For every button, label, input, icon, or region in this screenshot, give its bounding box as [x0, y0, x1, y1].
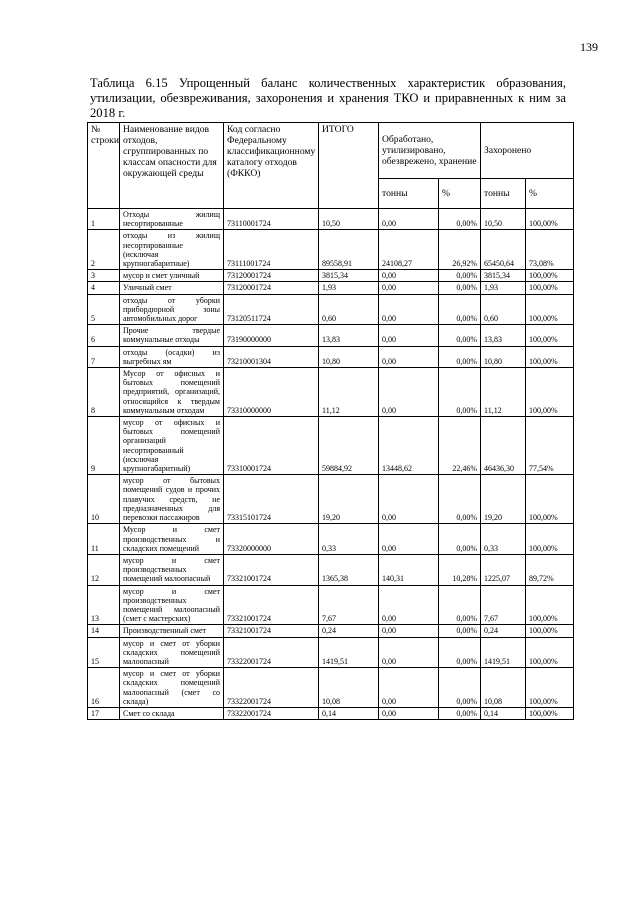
processed-tons: 0,00	[379, 475, 439, 524]
processed-tons: 24108,27	[379, 230, 439, 270]
buried-tons: 0,33	[481, 524, 526, 555]
waste-name: отходы (осадки) из выгребных ям	[120, 346, 224, 367]
header-code: Код согласно Федеральному классификационному каталогу отходов (ФККО)	[224, 123, 319, 209]
table-caption: Таблица 6.15 Упрощенный баланс количественных характеристик образования, утилизации, обезвреживания, захоронения и хранения ТКО и приравненных к ним за 2018 г.	[90, 76, 566, 120]
fkko-code: 73322001724	[224, 637, 319, 668]
table-row	[88, 475, 574, 524]
table-row	[88, 282, 574, 294]
table-row	[88, 668, 574, 708]
processed-percent: 0,00%	[439, 325, 481, 346]
processed-tons: 0,00	[379, 637, 439, 668]
fkko-code: 73120001724	[224, 282, 319, 294]
buried-tons: 13,83	[481, 325, 526, 346]
fkko-code: 73310000000	[224, 368, 319, 417]
header-num: № строки	[88, 123, 120, 209]
fkko-code: 73120511724	[224, 294, 319, 325]
fkko-code: 73320000000	[224, 524, 319, 555]
row-number: 2	[88, 230, 120, 270]
waste-name: мусор от бытовых помещений судов и прочих плавучих средств, не предназначенных для перевозки пассажиров	[120, 475, 224, 524]
waste-name: Мусор от офисных и бытовых помещений предприятий, организаций, относящийся к твердым коммунальным отходам	[120, 368, 224, 417]
total-value: 13,83	[319, 325, 379, 346]
processed-tons: 0,00	[379, 325, 439, 346]
row-number: 4	[88, 282, 120, 294]
processed-percent: 22,46%	[439, 417, 481, 475]
table-row	[88, 524, 574, 555]
buried-tons: 0,60	[481, 294, 526, 325]
row-number: 12	[88, 554, 120, 585]
header-processed-pct: %	[439, 179, 481, 209]
processed-tons: 0,00	[379, 270, 439, 282]
row-number: 1	[88, 209, 120, 230]
processed-tons: 0,00	[379, 346, 439, 367]
row-number: 15	[88, 637, 120, 668]
waste-name: мусор и смет производственных помещений малоопасный	[120, 554, 224, 585]
processed-percent: 10,28%	[439, 554, 481, 585]
row-number: 17	[88, 707, 120, 719]
buried-percent: 100,00%	[526, 282, 574, 294]
buried-percent: 100,00%	[526, 637, 574, 668]
processed-percent: 0,00%	[439, 585, 481, 625]
buried-tons: 3815,34	[481, 270, 526, 282]
processed-tons: 0,00	[379, 707, 439, 719]
processed-percent: 0,00%	[439, 524, 481, 555]
processed-tons: 0,00	[379, 625, 439, 637]
processed-percent: 0,00%	[439, 346, 481, 367]
buried-percent: 100,00%	[526, 346, 574, 367]
table-row	[88, 325, 574, 346]
total-value: 0,60	[319, 294, 379, 325]
fkko-code: 73322001724	[224, 668, 319, 708]
waste-name: мусор и смет от уборки складских помещений малоопасный (смет со склада)	[120, 668, 224, 708]
total-value: 10,80	[319, 346, 379, 367]
buried-tons: 0,14	[481, 707, 526, 719]
waste-name: Отходы жилищ несортированные	[120, 209, 224, 230]
table-row	[88, 637, 574, 668]
total-value: 1365,38	[319, 554, 379, 585]
buried-percent: 73,08%	[526, 230, 574, 270]
processed-tons: 0,00	[379, 294, 439, 325]
row-number: 11	[88, 524, 120, 555]
buried-percent: 100,00%	[526, 668, 574, 708]
buried-tons: 46436,30	[481, 417, 526, 475]
header-processed: Обработано, утилизировано, обезврежено, хранение	[379, 123, 481, 179]
waste-name: Производственный смет	[120, 625, 224, 637]
header-total: ИТОГО	[319, 123, 379, 209]
processed-percent: 0,00%	[439, 294, 481, 325]
total-value: 1,93	[319, 282, 379, 294]
fkko-code: 73322001724	[224, 707, 319, 719]
header-buried: Захоронено	[481, 123, 574, 179]
header-buried-tons: тонны	[481, 179, 526, 209]
table-row	[88, 294, 574, 325]
table-row	[88, 230, 574, 270]
total-value: 3815,34	[319, 270, 379, 282]
total-value: 10,08	[319, 668, 379, 708]
row-number: 3	[88, 270, 120, 282]
row-number: 13	[88, 585, 120, 625]
waste-name: Смет со склада	[120, 707, 224, 719]
fkko-code: 73321001724	[224, 585, 319, 625]
buried-percent: 100,00%	[526, 270, 574, 282]
fkko-code: 73310001724	[224, 417, 319, 475]
buried-tons: 10,50	[481, 209, 526, 230]
row-number: 8	[88, 368, 120, 417]
fkko-code: 73210001304	[224, 346, 319, 367]
processed-tons: 0,00	[379, 209, 439, 230]
buried-percent: 100,00%	[526, 707, 574, 719]
buried-percent: 100,00%	[526, 475, 574, 524]
buried-percent: 100,00%	[526, 325, 574, 346]
buried-percent: 100,00%	[526, 294, 574, 325]
processed-tons: 0,00	[379, 668, 439, 708]
row-number: 10	[88, 475, 120, 524]
row-number: 16	[88, 668, 120, 708]
buried-tons: 65450,64	[481, 230, 526, 270]
header-buried-pct: %	[526, 179, 574, 209]
balance-table	[87, 122, 574, 720]
buried-percent: 100,00%	[526, 368, 574, 417]
buried-percent: 100,00%	[526, 524, 574, 555]
table-row	[88, 585, 574, 625]
waste-name: отходы от уборки прибордюрной зоны автомобильных дорог	[120, 294, 224, 325]
total-value: 0,24	[319, 625, 379, 637]
row-number: 7	[88, 346, 120, 367]
total-value: 59884,92	[319, 417, 379, 475]
row-number: 14	[88, 625, 120, 637]
processed-percent: 0,00%	[439, 282, 481, 294]
total-value: 0,33	[319, 524, 379, 555]
waste-name: мусор и смет от уборки складских помещений малоопасный	[120, 637, 224, 668]
buried-tons: 1419,51	[481, 637, 526, 668]
processed-percent: 0,00%	[439, 637, 481, 668]
table-row	[88, 554, 574, 585]
processed-percent: 0,00%	[439, 368, 481, 417]
waste-name: Мусор и смет производственных и складских помещений	[120, 524, 224, 555]
buried-tons: 19,20	[481, 475, 526, 524]
buried-percent: 100,00%	[526, 209, 574, 230]
fkko-code: 73110001724	[224, 209, 319, 230]
buried-percent: 77,54%	[526, 417, 574, 475]
page-number: 139	[580, 40, 598, 54]
header-processed-tons: тонны	[379, 179, 439, 209]
row-number: 6	[88, 325, 120, 346]
total-value: 89558,91	[319, 230, 379, 270]
table-row	[88, 625, 574, 637]
buried-tons: 1,93	[481, 282, 526, 294]
buried-percent: 100,00%	[526, 585, 574, 625]
processed-tons: 0,00	[379, 282, 439, 294]
table-row	[88, 417, 574, 475]
waste-name: мусор и смет производственных помещений малоопасный (смет с мастерских)	[120, 585, 224, 625]
waste-name: мусор и смет уличный	[120, 270, 224, 282]
waste-name: Уличный смет	[120, 282, 224, 294]
row-number: 5	[88, 294, 120, 325]
waste-name: мусор от офисных и бытовых помещений организаций несортированный (исключая крупногабаритный)	[120, 417, 224, 475]
processed-percent: 0,00%	[439, 668, 481, 708]
table-row	[88, 209, 574, 230]
processed-tons: 140,31	[379, 554, 439, 585]
total-value: 10,50	[319, 209, 379, 230]
processed-tons: 0,00	[379, 524, 439, 555]
buried-tons: 11,12	[481, 368, 526, 417]
total-value: 19,20	[319, 475, 379, 524]
processed-percent: 26,92%	[439, 230, 481, 270]
buried-percent: 100,00%	[526, 625, 574, 637]
waste-name: Прочие твердые коммунальные отходы	[120, 325, 224, 346]
fkko-code: 73190000000	[224, 325, 319, 346]
processed-percent: 0,00%	[439, 625, 481, 637]
processed-tons: 0,00	[379, 368, 439, 417]
row-number: 9	[88, 417, 120, 475]
fkko-code: 73315101724	[224, 475, 319, 524]
total-value: 7,67	[319, 585, 379, 625]
total-value: 0,14	[319, 707, 379, 719]
buried-tons: 1225,07	[481, 554, 526, 585]
total-value: 11,12	[319, 368, 379, 417]
processed-tons: 13448,62	[379, 417, 439, 475]
waste-name: отходы из жилищ несортированные (исключая крупногабаритные)	[120, 230, 224, 270]
fkko-code: 73321001724	[224, 625, 319, 637]
processed-percent: 0,00%	[439, 270, 481, 282]
buried-percent: 89,72%	[526, 554, 574, 585]
buried-tons: 7,67	[481, 585, 526, 625]
fkko-code: 73120001724	[224, 270, 319, 282]
processed-percent: 0,00%	[439, 707, 481, 719]
total-value: 1419,51	[319, 637, 379, 668]
buried-tons: 0,24	[481, 625, 526, 637]
processed-percent: 0,00%	[439, 475, 481, 524]
header-name: Наименование видов отходов, сгруппированных по классам опасности для окружающей среды	[120, 123, 224, 209]
fkko-code: 73321001724	[224, 554, 319, 585]
table-row	[88, 707, 574, 719]
processed-tons: 0,00	[379, 585, 439, 625]
table-row	[88, 368, 574, 417]
processed-percent: 0,00%	[439, 209, 481, 230]
table-row	[88, 270, 574, 282]
table-row	[88, 346, 574, 367]
buried-tons: 10,80	[481, 346, 526, 367]
buried-tons: 10,08	[481, 668, 526, 708]
fkko-code: 73111001724	[224, 230, 319, 270]
